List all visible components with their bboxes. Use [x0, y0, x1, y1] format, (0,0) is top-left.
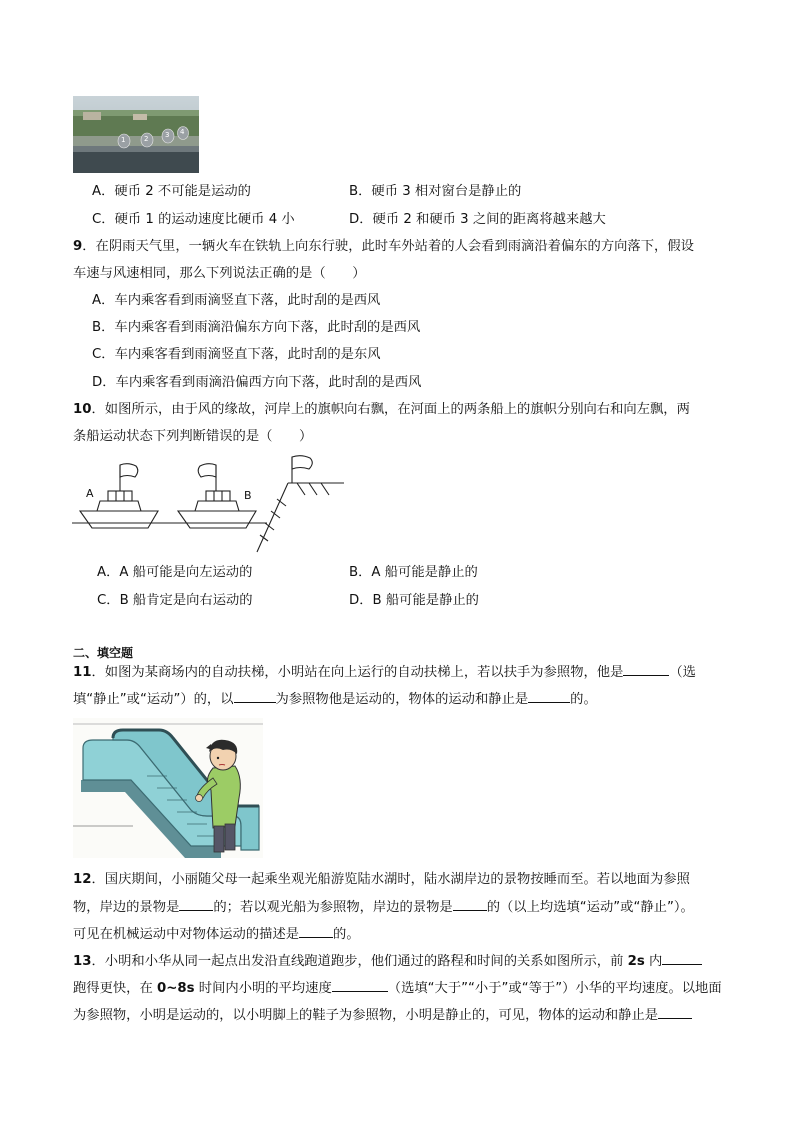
q12-blank-3[interactable] — [299, 924, 333, 938]
q10-stem-line1: 10．如图所示，由于风的缘故，河岸上的旗帜向右飘，在河面上的两条船上的旗帜分别向右和向左飘，两 — [73, 402, 690, 417]
q9-option-c[interactable]: C．车内乘客看到雨滴竖直下落，此时刮的是东风 — [92, 347, 381, 362]
q8-option-c[interactable]: C．硬币 1 的运动速度比硬币 4 小 — [92, 212, 295, 227]
q13-stem-line1: 13．小明和小华从同一起点出发沿直线跑道跑步，他们通过的路程和时间的关系如图所示，前 2s 内 — [73, 951, 702, 972]
q9-stem-line1: 9．在阴雨天气里，一辆火车在铁轨上向东行驶，此时车外站着的人会看到雨滴沿着偏东的方向落下，假设 — [73, 239, 694, 254]
boats-flags-diagram — [72, 455, 352, 555]
q8-option-d[interactable]: D．硬币 2 和硬币 3 之间的距离将越来越大 — [349, 212, 606, 227]
q11-blank-2[interactable] — [234, 689, 276, 703]
q10-option-a[interactable]: A．A 船可能是向左运动的 — [97, 565, 253, 580]
coins-window-photo — [73, 96, 199, 173]
q10-number: 10 — [73, 402, 92, 417]
q12-blank-2[interactable] — [453, 897, 487, 911]
q10-option-b[interactable]: B．A 船可能是静止的 — [349, 565, 478, 580]
q11-stem-line2: 填“静止”或“运动”）的，以 为参照物他是运动的，物体的运动和静止是 的。 — [73, 689, 597, 710]
q13-number: 13 — [73, 954, 92, 969]
q11-number: 11 — [73, 665, 92, 680]
q9-option-a[interactable]: A．车内乘客看到雨滴竖直下落，此时刮的是西风 — [92, 293, 381, 308]
q13-blank-2[interactable] — [332, 978, 388, 992]
q8-option-a[interactable]: A．硬币 2 不可能是运动的 — [92, 184, 251, 199]
boat-b-label: B — [244, 489, 252, 502]
q13-blank-3[interactable] — [658, 1005, 692, 1019]
q10-option-c[interactable]: C．B 船肯定是向右运动的 — [97, 593, 253, 608]
escalator-illustration — [73, 718, 263, 858]
q12-blank-1[interactable] — [179, 897, 213, 911]
q13-blank-1[interactable] — [662, 951, 702, 965]
q11-stem-line1: 11．如图为某商场内的自动扶梯，小明站在向上运行的自动扶梯上，若以扶手为参照物，他是 （选 — [73, 662, 696, 683]
q8-option-b[interactable]: B．硬币 3 相对窗台是静止的 — [349, 184, 522, 199]
coin-label-1: 1 — [121, 136, 126, 144]
boat-a-label: A — [86, 487, 94, 500]
q9-option-d[interactable]: D．车内乘客看到雨滴沿偏西方向下落，此时刮的是西风 — [92, 375, 422, 390]
q11-blank-3[interactable] — [528, 689, 570, 703]
q9-number: 9 — [73, 239, 83, 254]
q10-stem-line2: 条船运动状态下列判断错误的是（ ） — [73, 429, 313, 444]
q9-option-b[interactable]: B．车内乘客看到雨滴沿偏东方向下落，此时刮的是西风 — [92, 320, 421, 335]
q12-stem-line1: 12．国庆期间，小丽随父母一起乘坐观光船游览陆水湖时，陆水湖岸边的景物按睡而至。若以地面为参照 — [73, 872, 690, 887]
q9-stem-line2: 车速与风速相同，那么下列说法正确的是（ ） — [73, 266, 366, 281]
q12-stem-line2: 物，岸边的景物是 的；若以观光船为参照物，岸边的景物是 的（以上均选填“运动”或“静止”）。 — [73, 897, 694, 918]
coin-label-2: 2 — [144, 135, 149, 143]
q13-stem-line3: 为参照物，小明是运动的，以小明脚上的鞋子为参照物，小明是静止的，可见，物体的运动和静止是 — [73, 1005, 692, 1026]
q10-option-d[interactable]: D．B 船可能是静止的 — [349, 593, 479, 608]
q12-number: 12 — [73, 872, 92, 887]
q11-blank-1[interactable] — [623, 662, 669, 676]
section-title-fill-in: 二、填空题 — [73, 646, 134, 660]
q13-stem-line2: 跑得更快，在 0~8s 时间内小明的平均速度 （选填“大于”“小于”或“等于”）小华的平均速度。以地面 — [73, 978, 722, 999]
coin-label-3: 3 — [165, 131, 170, 139]
coin-label-4: 4 — [180, 128, 185, 136]
q12-stem-line3: 可见在机械运动中对物体运动的描述是 的。 — [73, 924, 360, 945]
